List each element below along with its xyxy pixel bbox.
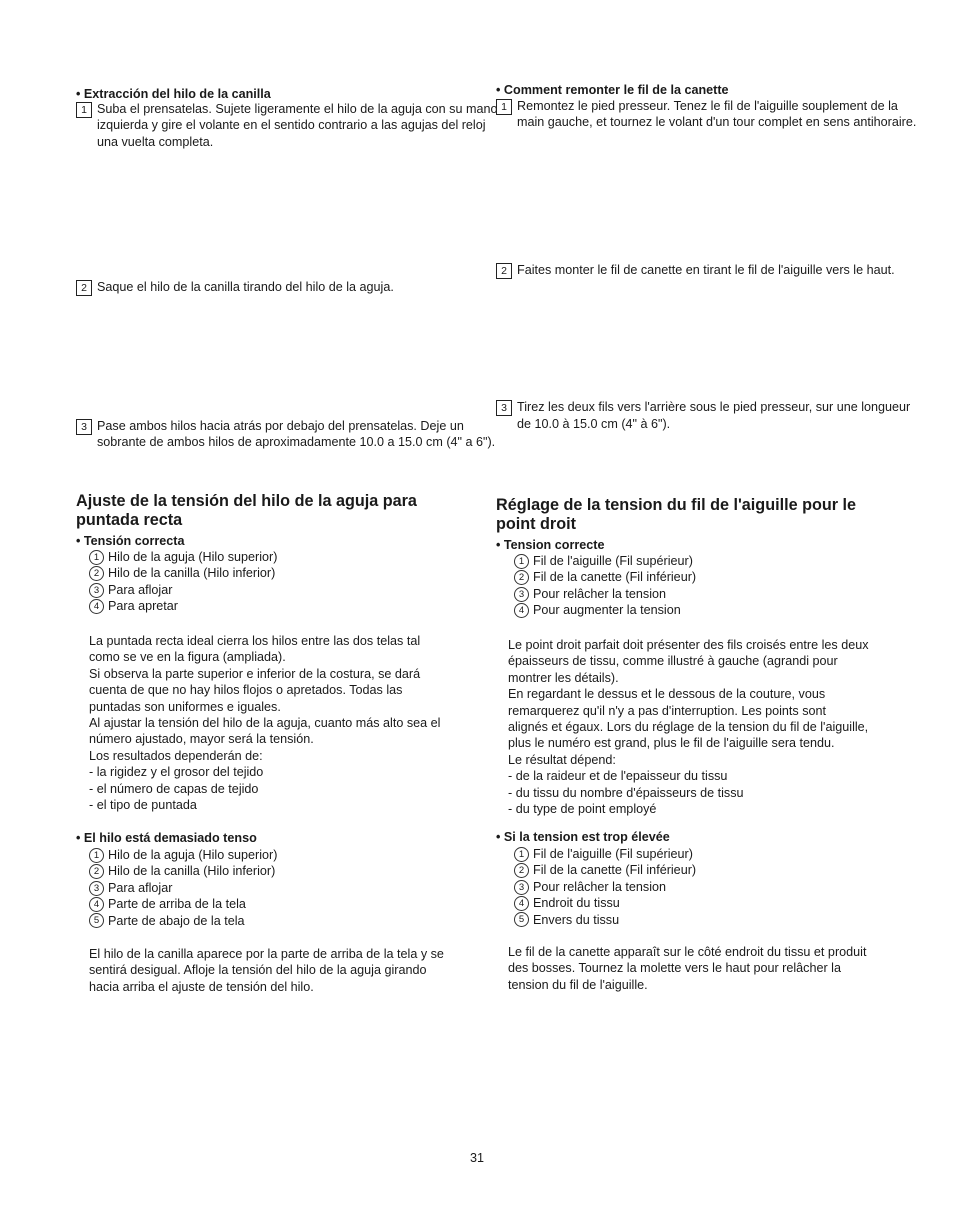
step-number-box: 2 (496, 263, 512, 279)
circled-number: 1 (89, 550, 104, 565)
step-number-box: 1 (496, 99, 512, 115)
circled-number: 4 (514, 896, 529, 911)
circled-number: 4 (89, 897, 104, 912)
tight-tension-heading-es: • El hilo está demasiado tenso (76, 831, 257, 845)
step-number-box: 2 (76, 280, 92, 296)
circled-number: 1 (89, 848, 104, 863)
page-number: 31 (469, 1151, 484, 1165)
step-2-fr (496, 262, 921, 278)
correct-tension-list-es (76, 549, 486, 615)
bobbin-heading-fr: • Comment remonter le fil de la canette (496, 83, 729, 97)
step-2-es (76, 279, 486, 295)
circled-number: 2 (89, 864, 104, 879)
step-number-box: 3 (76, 419, 92, 435)
step-number-box: 1 (76, 102, 92, 118)
list-item: 3 Para aflojar (89, 880, 486, 896)
list-item: 5 Parte de abajo de la tela (89, 913, 486, 929)
list-item: 4 Endroit du tissu (514, 895, 908, 911)
circled-number: 3 (89, 583, 104, 598)
tight-tension-list-es (76, 847, 486, 929)
circled-number: 4 (514, 603, 529, 618)
circled-number: 1 (514, 554, 529, 569)
list-item: 3 Para aflojar (89, 582, 486, 598)
step-text: Remontez le pied presseur. Tenez le fil de l'aiguille souplement de la main gauche, et tournez le volant d'un tour complet en sens antihoraire. (517, 99, 917, 130)
circled-number: 2 (514, 570, 529, 585)
circled-number: 3 (514, 880, 529, 895)
list-item: 2 Fil de la canette (Fil inférieur) (514, 862, 908, 878)
list-item: 2 Fil de la canette (Fil inférieur) (514, 569, 908, 585)
tight-tension-list-fr (496, 846, 908, 928)
correct-tension-list-fr (496, 553, 908, 619)
list-item: 4 Pour augmenter la tension (514, 602, 908, 618)
step-text: Pase ambos hilos hacia atrás por debajo del prensatelas. Deje un sobrante de ambos hilos de aproximadamente 10.0 a 15.0 cm (4" a 6"). (97, 418, 496, 450)
tension-title-fr: Réglage de la tension du fil de l'aiguille pour le point droit (496, 496, 857, 533)
tension-title-es: Ajuste de la tensión del hilo de la aguja para puntada recta (76, 492, 417, 529)
list-item: 1 Hilo de la aguja (Hilo superior) (89, 847, 486, 863)
circled-number: 2 (89, 566, 104, 581)
list-item: 4 Para apretar (89, 598, 486, 614)
body-paragraph-es: La puntada recta ideal cierra los hilos entre las dos telas tal como se ve en la figura (ampliada). Si observa la parte superior e inferior de la costura, se dará cuenta de que no hay hilos flojos o apretados. Todas las puntadas son uniformes e iguales. Al ajustar la tensión del hilo de la aguja, cuanto más alto sea el número ajustado, mayor será la tensión. Los resultados dependerán de: - la rigidez y el grosor del tejido - el número de capas de tejido - el tipo de puntada (89, 634, 441, 813)
step-text: Suba el prensatelas. Sujete ligeramente el hilo de la aguja con su mano izquierda y gire el volante en el sentido contrario a las agujas del reloj una vuelta completa. (97, 102, 498, 149)
circled-number: 5 (514, 912, 529, 927)
french-column (496, 0, 917, 992)
list-item: 1 Hilo de la aguja (Hilo superior) (89, 549, 486, 565)
list-item: 1 Fil de l'aiguille (Fil supérieur) (514, 846, 908, 862)
list-item: 3 Pour relâcher la tension (514, 879, 908, 895)
body-paragraph-fr: Le point droit parfait doit présenter des fils croisés entre les deux épaisseurs de tissu, comme illustré à gauche (agrandi pour montrer les détails). En regardant le dessus et le dessous de la couture, vous remarquerez qu'il n'y a pas d'interruption. Les points sont alignés et égaux. Lors du réglage de la tension du fil de l'aiguille, plus le numéro est grand, plus le fil de l'aiguille sera tendu. Le résultat dépend: - de la raideur et de l'epaisseur du tissu - du tissu du nombre d'épaisseurs de tissu - du type de point employé (508, 638, 869, 817)
list-item: 1 Fil de l'aiguille (Fil supérieur) (514, 553, 908, 569)
circled-number: 3 (514, 587, 529, 602)
circled-number: 1 (514, 847, 529, 862)
bobbin-heading-es: • Extracción del hilo de la canilla (76, 87, 271, 101)
circled-number: 5 (89, 913, 104, 928)
tight-paragraph-fr: Le fil de la canette apparaît sur le côté endroit du tissu et produit des bosses. Tournez la molette vers le haut pour relâcher la tension du fil de l'aiguille. (508, 945, 867, 992)
circled-number: 4 (89, 599, 104, 614)
tight-paragraph-es: El hilo de la canilla aparece por la parte de arriba de la tela y se sentirá desigual. Afloje la tensión del hilo de la aguja girando hacia arriba el ajuste de tensión del hilo. (89, 947, 444, 994)
list-item: 2 Hilo de la canilla (Hilo inferior) (89, 565, 486, 581)
list-item: 4 Parte de arriba de la tela (89, 896, 486, 912)
step-1-es (76, 101, 503, 150)
list-item: 5 Envers du tissu (514, 912, 908, 928)
circled-number: 2 (514, 863, 529, 878)
correct-tension-heading-fr: • Tension correcte (496, 538, 605, 552)
step-text: Saque el hilo de la canilla tirando del hilo de la aguja. (97, 280, 394, 295)
list-item: 3 Pour relâcher la tension (514, 586, 908, 602)
spanish-column (76, 0, 498, 994)
step-text: Tirez les deux fils vers l'arrière sous le pied presseur, sur une longueur de 10.0 à 15.0 cm (4" à 6"). (517, 400, 911, 431)
step-1-fr (496, 98, 917, 131)
list-item: 2 Hilo de la canilla (Hilo inferior) (89, 863, 486, 879)
step-text: Faites monter le fil de canette en tirant le fil de l'aiguille vers le haut. (517, 262, 895, 277)
step-3-es (76, 418, 501, 451)
tight-tension-heading-fr: • Si la tension est trop élevée (496, 830, 670, 844)
step-number-box: 3 (496, 400, 512, 416)
step-3-fr (496, 399, 921, 432)
circled-number: 3 (89, 881, 104, 896)
correct-tension-heading-es: • Tensión correcta (76, 534, 185, 548)
